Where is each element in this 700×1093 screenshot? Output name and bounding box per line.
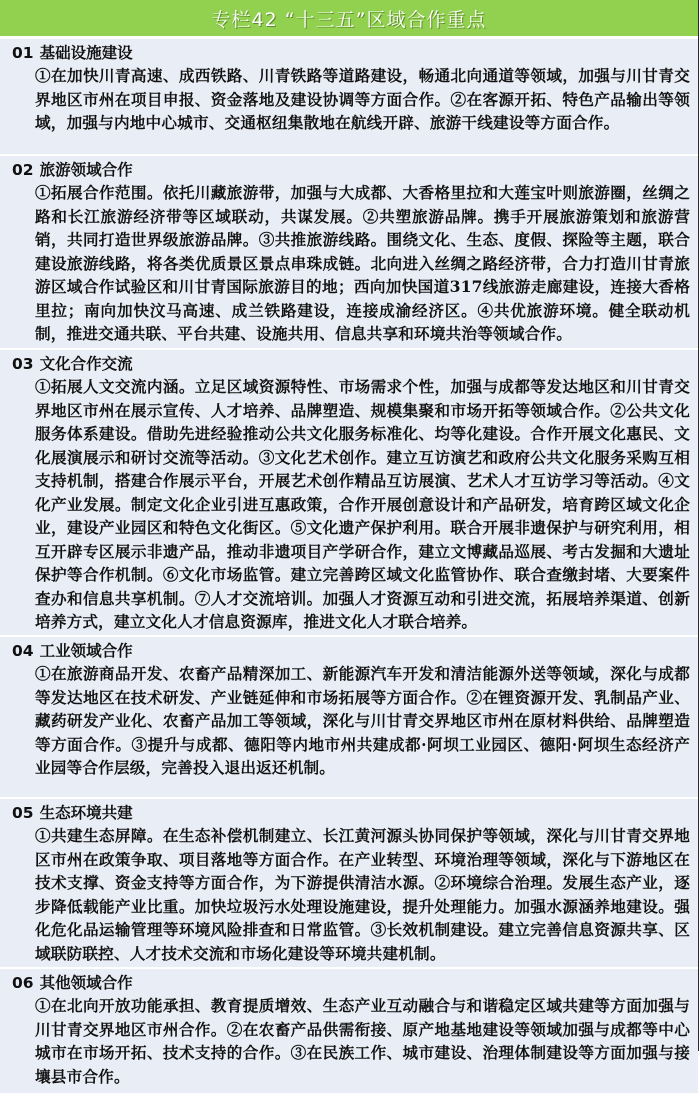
section-infrastructure	[0, 39, 698, 156]
section-number: 03	[12, 355, 34, 373]
section-title: 工业领域合作	[39, 641, 133, 660]
section-industry	[0, 637, 698, 799]
section-body: ①共建生态屏障。在生态补偿机制建立、长江黄河源头协同保护等领域，深化与川甘青交界地区市州在政策争取、项目落地等方面合作。在产业转型、环境治理等领域，深化与下游地区在技术支撑、资金支持等方面合作，为下游提供清洁水源。②环境综合治理。发展生态产业，逐步降低载能产业比重。加快垃圾污水处理设施建设，提升处理能力。加强水源涵养地建设。强化危化品运输管理等环境风险排查和日常监管。③长效机制建设。建立完善信息资源共享、区域联防联控、人才技术交流和市场化建设等环境共建机制。	[35, 826, 690, 963]
section-heading	[12, 640, 690, 662]
section-number: 06	[12, 974, 34, 992]
section-heading	[12, 159, 690, 181]
section-title: 基础设施建设	[39, 43, 133, 62]
section-title: 文化合作交流	[39, 354, 133, 373]
section-title: 旅游领域合作	[39, 160, 133, 179]
section-body: ①拓展合作范围。依托川藏旅游带，加强与大成都、大香格里拉和大莲宝叶则旅游圈，丝绸之路和长江旅游经济带等区域联动，共谋发展。②共塑旅游品牌。携手开展旅游策划和旅游营销，共同打造世界级旅游品牌。③共推旅游线路。围绕文化、生态、度假、探险等主题，联合建设旅游线路，将各类优质景区景点串珠成链。北向进入丝绸之路经济带，合力打造川甘青旅游区域合作试验区和川甘青国际旅游目的地；西向加快国道317线旅游走廊建设，连接大香格里拉；南向加快汶马高速、成兰铁路建设，连接成渝经济区。④共优旅游环境。健全联动机制，推进交通共联、平台共建、设施共用、信息共享和环境共治等领域合作。	[35, 183, 690, 343]
section-body: ①在旅游商品开发、农畜产品精深加工、新能源汽车开发和清洁能源外送等领域，深化与成都等发达地区在技术研发、产业链延伸和市场拓展等方面合作。②在锂资源开发、乳制品产业、藏药研发产业化、农畜产品加工等领域，深化与川甘青交界地区市州在原材料供给、品牌塑造等方面合作。③提升与成都、德阳等内地市州共建成都·阿坝工业园区、德阳·阿坝生态经济产业园等合作层级，完善投入退出返还机制。	[35, 664, 690, 777]
section-heading	[12, 353, 690, 375]
section-culture	[0, 350, 698, 637]
section-number: 02	[12, 161, 34, 179]
section-heading	[12, 42, 690, 64]
section-title: 生态环境共建	[39, 803, 133, 822]
section-body: ①拓展人文交流内涵。立足区域资源特性、市场需求个性，加强与成都等发达地区和川甘青交界地区市州在展示宣传、人才培养、品牌塑造、规模集聚和市场开拓等领域合作。②公共文化服务体系建设。借助先进经验推动公共文化服务标准化、均等化建设。合作开展文化惠民、文化展演展示和研讨交流等活动。③文化艺术创作。建立互访演艺和政府公共文化服务采购互相支持机制，搭建合作展示平台，开展艺术创作精品互访展演、艺术人才互访学习等活动。④文化产业发展。制定文化企业引进互惠政策，合作开展创意设计和产品研发，培育跨区域文化企业，建设产业园区和特色文化街区。⑤文化遗产保护利用。联合开展非遗保护与研究利用，相互开辟专区展示非遗产品，推动非遗项目产学研合作，建立文博藏品巡展、考古发掘和大遗址保护等合作机制。⑥文化市场监管。建立完善跨区域文化监管协作、联合查缴封堵、大要案件查办和信息共享机制。⑦人才交流培训。加强人才资源互动和引进交流，拓展培养渠道、创新培养方式，建立文化人才信息资源库，推进文化人才联合培养。	[35, 377, 690, 631]
column-title: 专栏42 “十三五”区域合作重点	[0, 0, 698, 39]
section-number: 01	[12, 44, 34, 62]
section-ecology	[0, 799, 698, 969]
section-title: 其他领域合作	[39, 973, 133, 992]
section-other	[0, 969, 698, 1093]
section-tourism	[0, 156, 698, 350]
section-body: ①在北向开放功能承担、教育提质增效、生态产业互动融合与和谐稳定区域共建等方面加强与川甘青交界地区市州合作。②在农畜产品供需衔接、原产地基地建设等领域加强与成都等中心城市在市场开拓、技术支持的合作。③在民族工作、城市建设、治理体制建设等方面加强与接壤县市合作。	[35, 996, 690, 1086]
section-number: 04	[12, 642, 34, 660]
section-heading	[12, 972, 690, 994]
section-body: ①在加快川青高速、成西铁路、川青铁路等道路建设，畅通北向通道等领域，加强与川甘青交界地区市州在项目申报、资金落地及建设协调等方面合作。②在客源开拓、特色产品输出等领域，加强与内地中心城市、交通枢纽集散地在航线开辟、旅游干线建设等方面合作。	[35, 66, 690, 132]
section-number: 05	[12, 804, 34, 822]
section-heading	[12, 802, 690, 824]
